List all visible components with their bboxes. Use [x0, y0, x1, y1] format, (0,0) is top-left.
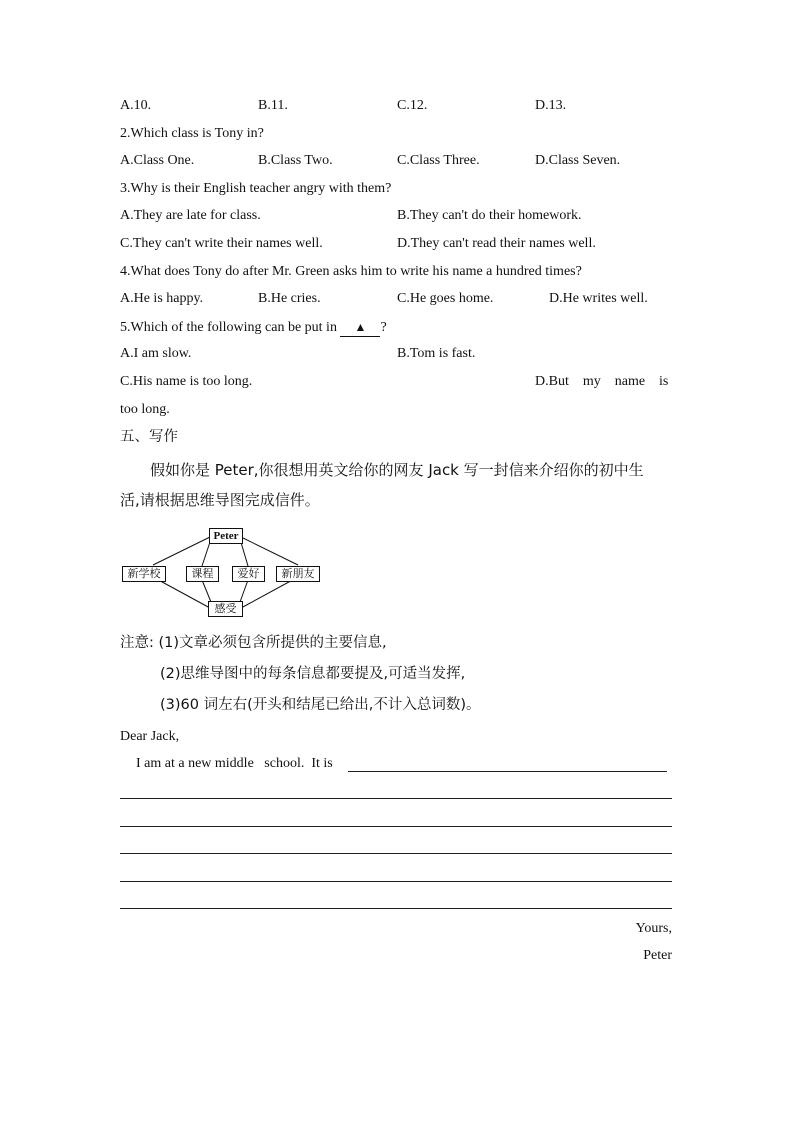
mind-map-peter: Peter — [209, 528, 243, 544]
writing-line[interactable] — [120, 908, 672, 909]
q5-blank: ▲ — [340, 318, 380, 337]
q3-question: 3.Why is their English teacher angry with them? — [120, 181, 392, 196]
mind-map — [120, 524, 320, 616]
letter-signature: Peter — [643, 948, 672, 963]
q2-question: 2.Which class is Tony in? — [120, 126, 264, 141]
letter-greeting: Dear Jack, — [120, 729, 180, 744]
q1-option-a: A.10. — [120, 98, 152, 113]
writing-line[interactable] — [120, 798, 672, 799]
q5-option-c: C.His name is too long. — [120, 374, 253, 389]
q5-question-prefix: 5.Which of the following can be put in — [120, 320, 341, 335]
q5-question-suffix: ? — [380, 320, 387, 335]
q5-option-b: B.Tom is fast. — [397, 346, 476, 361]
q2-option-a: A.Class One. — [120, 153, 195, 168]
writing-line-first[interactable] — [348, 771, 667, 772]
q1-option-c: C.12. — [397, 98, 428, 113]
q2-option-d: D.Class Seven. — [535, 153, 621, 168]
q1-option-b: B.11. — [258, 98, 288, 113]
prompt-line-2: 活,请根据思维导图完成信件。 — [120, 491, 320, 509]
writing-line[interactable] — [120, 826, 672, 827]
q3-option-a: A.They are late for class. — [120, 208, 261, 223]
letter-closing: Yours, — [635, 921, 672, 936]
q5-option-d: D.But my name is — [535, 374, 669, 389]
q5-option-a: A.I am slow. — [120, 346, 192, 361]
writing-line[interactable] — [120, 881, 672, 882]
mind-map-hobbies: 爱好 — [232, 566, 265, 582]
q4-option-b: B.He cries. — [258, 291, 321, 306]
q2-option-c: C.Class Three. — [397, 153, 480, 168]
notes-line-1: 注意: (1)文章必须包含所提供的主要信息, — [120, 635, 387, 651]
section-heading: 五、写作 — [120, 429, 178, 445]
mind-map-courses: 课程 — [186, 566, 219, 582]
q4-option-d: D.He writes well. — [549, 291, 648, 306]
q1-option-d: D.13. — [535, 98, 567, 113]
letter-opening: I am at a new middle school. It is — [136, 756, 333, 771]
prompt-line-1: 假如你是 Peter,你很想用英文给你的网友 Jack 写一封信来介绍你的初中生 — [150, 461, 644, 479]
q5-question — [120, 318, 387, 337]
mind-map-new-friends: 新朋友 — [276, 566, 320, 582]
q3-option-d: D.They can't read their names well. — [397, 236, 596, 251]
q4-option-c: C.He goes home. — [397, 291, 494, 306]
writing-line[interactable] — [120, 853, 672, 854]
q4-option-a: A.He is happy. — [120, 291, 204, 306]
mind-map-new-school: 新学校 — [122, 566, 166, 582]
q5-option-d-continued: too long. — [120, 402, 170, 417]
q2-option-b: B.Class Two. — [258, 153, 333, 168]
notes-line-2: (2)思维导图中的每条信息都要提及,可适当发挥, — [160, 666, 466, 682]
q4-question: 4.What does Tony do after Mr. Green asks him to write his name a hundred times? — [120, 264, 582, 279]
q3-option-b: B.They can't do their homework. — [397, 208, 582, 223]
notes-line-3: (3)60 词左右(开头和结尾已给出,不计入总词数)。 — [160, 697, 481, 713]
mind-map-feelings: 感受 — [208, 601, 243, 617]
q3-option-c: C.They can't write their names well. — [120, 236, 323, 251]
